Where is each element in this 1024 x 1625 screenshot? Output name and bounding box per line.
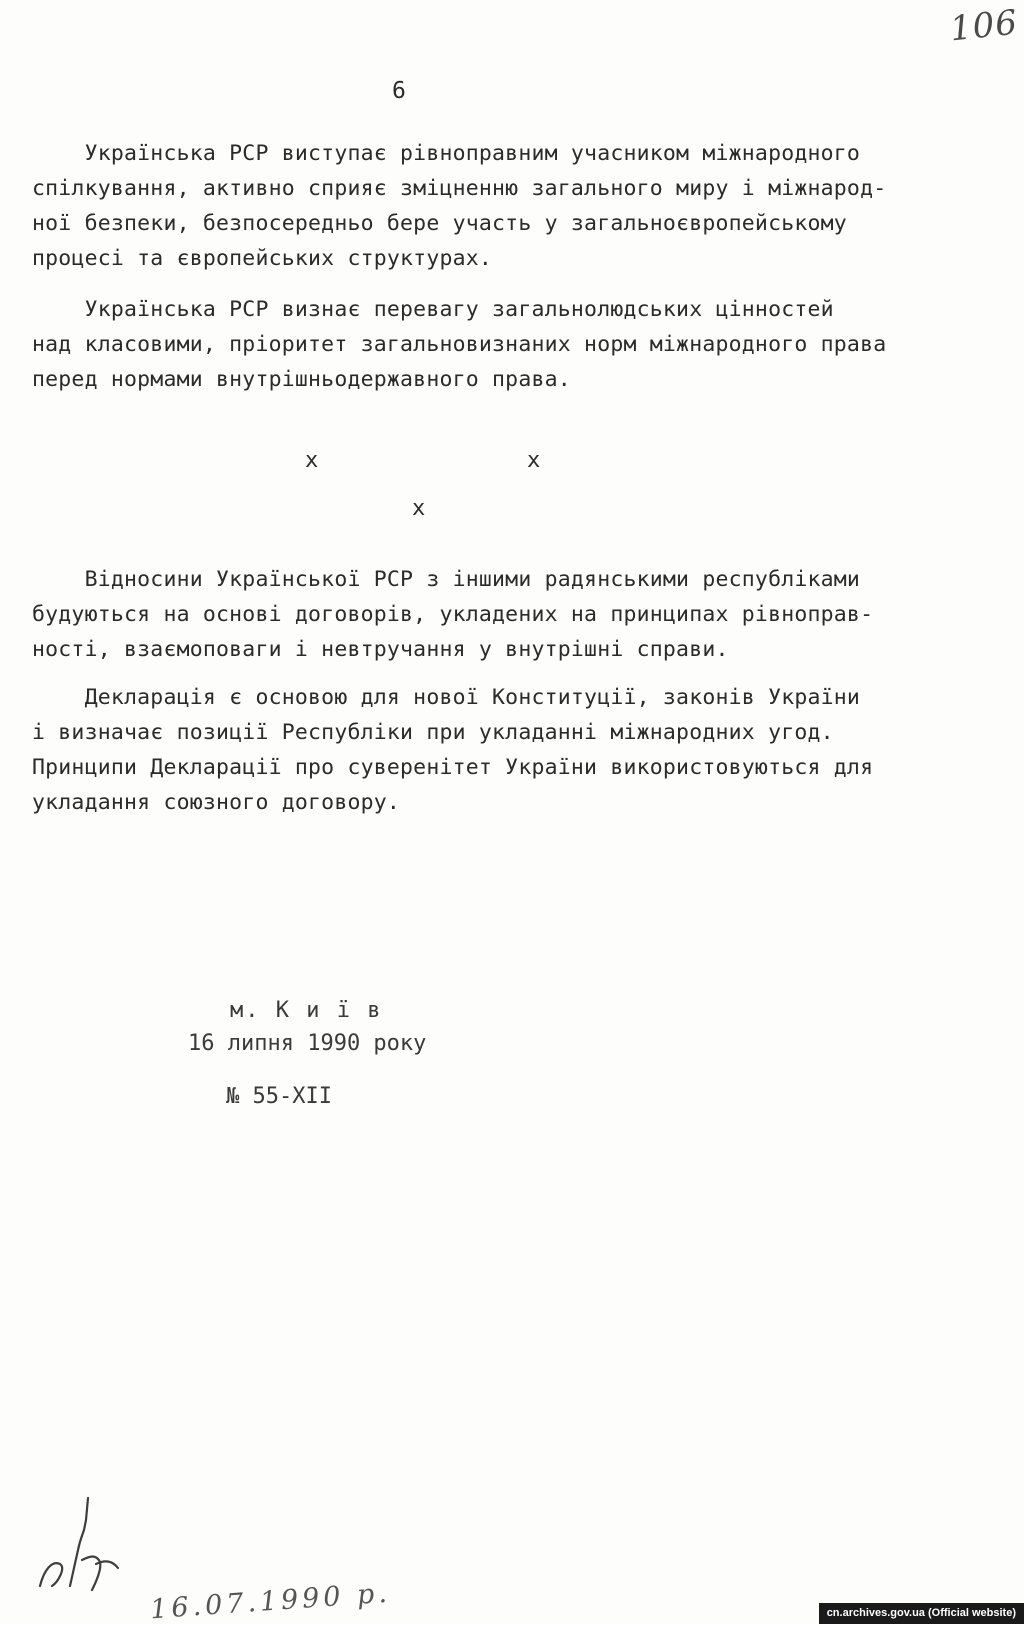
paragraph-international-relations: Українська РСР виступає рівноправним учасником міжнародного спілкування, активно сприяє зміцненню загального миру і міжнарод- ної безпеки, безпосередньо бере участь у загальноєвропейському процесі та європейських структурах. (32, 141, 887, 271)
handwritten-signature (30, 1490, 140, 1600)
archive-page-mark: 106 (948, 2, 1020, 50)
document-date: 16 липня 1990 року (188, 1031, 427, 1056)
paragraph-soviet-republics: Відносини Української РСР з іншими радянськими республіками будуються на основі договорів, укладених на принципах рівноправ- ності, взаємоповаги і невтручання у внутрішні справи. (32, 567, 874, 662)
page-number: 6 (392, 78, 406, 104)
handwritten-date: 16.07.1990 р. (149, 1577, 392, 1625)
place-city: м. К и ї в (230, 998, 383, 1023)
separator-mark: x (527, 448, 541, 473)
separator-mark: x (305, 448, 319, 473)
separator-mark: x (412, 496, 426, 521)
paragraph-declaration-basis: Декларація є основою для нової Конституції, законів України і визначає позиції Республіки при укладанні міжнародних угод. Принципи Декларації про суверенітет України використовуються для укладання союзного договору. (32, 685, 874, 815)
place-date-block (188, 994, 426, 1113)
paragraph-universal-values: Українська РСР визнає перевагу загальнолюдських цінностей над класовими, пріоритет загальновизнаних норм міжнародного права перед нормами внутрішньодержавного права. (32, 297, 887, 392)
source-credit: cn.archives.gov.ua (Official website) (819, 1603, 1024, 1624)
document-number: № 55-XII (226, 1084, 332, 1109)
